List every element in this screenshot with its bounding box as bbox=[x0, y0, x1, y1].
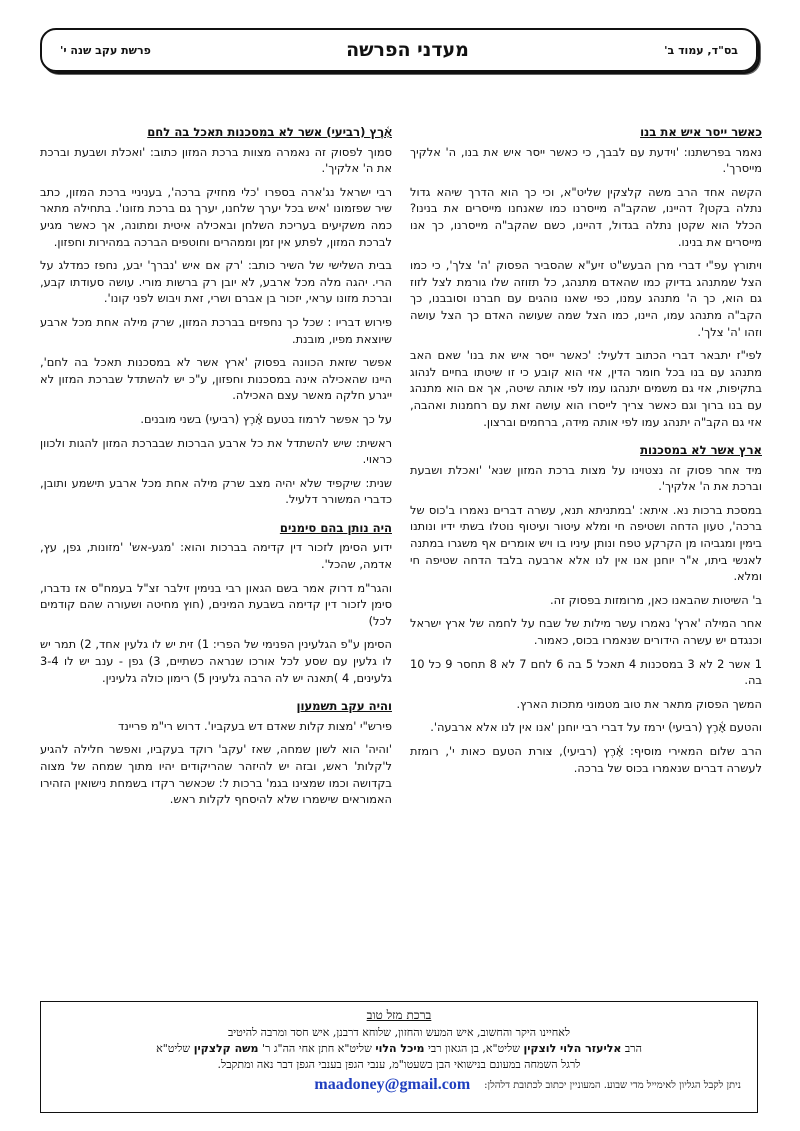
paragraph: פירוש דבריו : שכל כך נחפזים בברכת המזון, שרק מילה אחת מכל ארבע שיוצאת מפיו, מובנת. bbox=[40, 314, 392, 346]
grandfather-name: מיכל הלוי bbox=[375, 1042, 425, 1055]
page-header bbox=[40, 28, 758, 72]
page-title: מעדני הפרשה bbox=[346, 39, 469, 61]
paragraph: סמוך לפסוק זה נאמרה מצוות ברכת המזון כתוב: 'ואכלת ושבעת וברכת את ה' אלקיך'. bbox=[40, 144, 392, 176]
paragraph: שנית: שיקפיד שלא יהיה מצב שרק מילה אחת מכל ארבע תישמע ותובן, כדברי המשורר דלעיל. bbox=[40, 475, 392, 507]
paragraph: 'והיה' הוא לשון שמחה, שאז 'עקב' רוקד בעקביו, ואפשר חלילה להגיע ל'קלות' ראש, ובזה יש להיזהר שהריקודים יהיו מתוך שמחה של מצוה בקדושה וכמו שמצינו בגמ' ברכות ל: שכאשר רקדו בשמחת נישואין הזהירו האמוראים שישמרו שלא להיסחף לקלות ראש. bbox=[40, 742, 392, 807]
paragraph: ב' השיטות שהבאנו כאן, מרומזות בפסוק זה. bbox=[549, 592, 762, 607]
paragraph: המשך הפסוק מתאר את טוב מטמוני מתכות הארץ. bbox=[516, 696, 762, 711]
left-column bbox=[40, 124, 392, 984]
paragraph: והטעם אֶ֫רֶץ (רביעי) ירמז על דברי רבי יוחנן 'אנו אין לנו אלא ארבעה'. bbox=[430, 720, 762, 735]
paragraph: רבי ישראל נג'ארה בספרו 'כלי מחזיק ברכה', בעניניי ברכת המזון, כתב שיר שפזמונו 'איש בכל יערך שלחנו, יערך גם ברכת מזונו'. בתחילה מתאר כמה משקיעים בעריכת השלחן ובאכילה איטית ומתונה, אך כאשר מגיע לברכת המזון, לפתע אין זמן וממהרים וחוטפים הברכה במהירות וחפזון. bbox=[40, 184, 392, 249]
paragraph: והגר"מ דרוק אמר בשם הגאון רבי בנימין זילבר זצ"ל בעמח"ס אז נדברו, סימן לזכור דין קדימה בשבעת המינים, (חוץ מחיטה ושעורה שהם קודמים לכל) bbox=[40, 580, 392, 628]
paragraph: הרב שלום המאירי מוסיף: אֶ֫רֶץ (רביעי), צורת הטעם כאות י', רומזת לעשרה דברים שנאמרו בכוס של ברכה. bbox=[410, 744, 762, 775]
paragraph: לפי"ז יתבאר דברי הכתוב דלעיל: 'כאשר ייסר איש את בנו' שאם האב מתנהג עם בנו בכל חומר הדין, אזי הוא קובע כי זו שיטתו בחיים לנהוג בתקיפות, אזי גם משמים יתנהגו עמו לפי אותה שיטה, אך אם הוא מתנהג עם בנו ברוך וגם כאשר צריך לייסרו הוא עושה זאת עם רחמנות ואהבה, אזי גם הקב"ה יתנהג עמו לפי אותה מידה, ברחמים וברצון. bbox=[410, 348, 762, 429]
section-title: היה נותן בהם סימנים bbox=[279, 520, 392, 535]
paragraph: פירש"י 'מצות קלות שאדם דש בעקביו'. דרוש רי"מ פריינד bbox=[118, 718, 392, 733]
section-title: כאשר ייסר איש את בנו bbox=[640, 125, 762, 139]
paragraph: מיד אחר פסוק זה נצטוינו על מצות ברכת המזון שנא' 'ואכלת ושבעת וברכת את ה' אלקיך'. bbox=[410, 462, 762, 494]
paragraph: הסימן ע"פ הגלעינין הפנימי של הפרי: 1) זית יש לו גלעין אחד, 2) תמר יש לו גלעין עם שסע לכל אורכו שנראה כשתיים, 3) גפן - ענב יש לו 3-4 גלעינים, 4 )תאנה יש לה הרבה גלעינין 5) רימון כולה גלעינין. bbox=[40, 637, 392, 685]
email-link[interactable]: maadoney@gmail.com bbox=[314, 1076, 471, 1093]
paragraph: בבית השלישי של השיר כותב: 'רק אם איש 'נברך' יבע, נחפז כמדלג על הרי. יהגה מלה מכל ארבע, לא יובן רק ברשות מורי. עושה סעודתו קבע, וברכת מזונו עראי, יזכור בן אברם ושרי, זאת ויבוש לפני קונו'. bbox=[40, 258, 392, 306]
paragraph: במסכת ברכות נא. איתא: 'במתניתא תנא, עשרה דברים נאמרו ב'כוס של ברכה', טעון הדחה ושטיפה חי ומלא עיטור ועיטוף נוטלו בשתי ידיו ונותנו בימין ומגביהו מן הקרקע טפח ונותן עיניו בו ויש אומרים אף משגרו במתנה לאנשי ביתו, א"ר יוחנן אנו אין לנו אלא ארבעה בלבד הדחה שטיפה חי ומלא. bbox=[410, 502, 762, 584]
header-parasha: פרשת עקב שנה י' bbox=[60, 43, 151, 57]
paragraph: נאמר בפרשתנו: 'וידעת עם לבבך, כי כאשר ייסר איש את בנו, ה' אלקיך מייסרך'. bbox=[410, 144, 762, 176]
paragraph: ראשית: שיש להשתדל את כל ארבע הברכות שבברכת המזון להגות ולכוון כראוי. bbox=[40, 435, 392, 467]
section-title: ארץ אשר לא במסכנות bbox=[640, 443, 762, 458]
paragraph: אחר המילה 'ארץ' נאמרו עשר מילות של שבח על לחמה של ארץ ישראל וכנגדם יש עשרה הידורים שנאמרו בכוס, כאמור. bbox=[410, 616, 762, 648]
paragraph: על כך אפשר לרמוז בטעם אֶ֫רֶץ (רביעי) בשני מובנים. bbox=[140, 411, 392, 426]
mazal-tov-title: ברכת מזל טוב bbox=[366, 1008, 432, 1022]
line2-part-a: הרב bbox=[621, 1042, 642, 1055]
subscribe-note: ניתן לקבל הגליון לאימייל מדי שבוע. המעוניין יכתוב לכתובת דלהלן: bbox=[484, 1079, 741, 1091]
section-title: אֶ֫רֶץ (רביעי) אשר לא במסכנות תאכל בה לחם bbox=[147, 125, 392, 139]
paragraph: אפשר שזאת הכוונה בפסוק 'ארץ אשר לא במסכנות תאכל בה לחם', היינו שהאכילה אינה במסכנות וחפזון, ע"כ יש להשתדל שברכת המזון לא ייגרע חלקה מאשר עצם האכילה. bbox=[40, 355, 392, 403]
paragraph: הקשה אחד הרב משה קלצקין שליט"א, וכי כך הוא הדרך שיהא גדול נתלה בקטן? דהיינו, שהקב"ה מייסרנו כמו שאנחנו מייסרים את בנינו? הכלל הוא שקטן נתלה בגדול, דהיינו, כשם שהקב"ה מייסרנו, כך אנו מייסרים את בנינו. bbox=[410, 184, 762, 249]
section-title: והיה עקב תשמעון bbox=[296, 699, 392, 714]
right-column bbox=[410, 124, 762, 984]
paragraph: 1 אשר 2 לא 3 במסכנות 4 תאכל 5 בה 6 לחם 7 לא 8 תחסר 9 כל 10 בה. bbox=[410, 656, 762, 688]
paragraph: ידוע הסימן לזכור דין קדימה בברכות והוא: 'מגע-אש' 'מזונות, גפן, עץ, אדמה, שהכל'. bbox=[40, 540, 392, 572]
paragraph: ויתורץ עפ"י דברי מרן הבעש"ט זיע"א שהסביר הפסוק 'ה' צלך', כי כמו הצל שמתנהג בדיוק כמו שהאדם מתנהג, כל תזוזה שלו גורמת לצל לזוז גם הוא, כך ה' מתנהג עמנו, כפי שאנו נוהגים עם חברנו וסובבנו, כך הקב"ה מתנהג עמו, היינו, כמו הצל שמה שעושה האדם כך הצל עושה וזהו 'ה' צלך'. bbox=[410, 258, 762, 339]
line2-part-c: שליט"א חתן אחי הה"ג ר' bbox=[258, 1042, 376, 1055]
line2-part-b: שליט"א, בן הגאון רבי bbox=[424, 1042, 524, 1055]
mazal-tov-line-3: לרגל השמחה במעונם בנישואי הבן בשעטו"מ, ענבי הגפן בענבי הגפן דבר נאה ומתקבל. bbox=[217, 1058, 581, 1071]
subscribe-row bbox=[57, 1076, 741, 1094]
brother-name: משה קלצקין bbox=[193, 1042, 259, 1055]
mazal-tov-line-2 bbox=[57, 1041, 741, 1057]
mazal-tov-box bbox=[40, 1001, 758, 1113]
line2-part-d: שליט"א bbox=[156, 1042, 194, 1055]
header-page-ref: בס"ד, עמוד ב' bbox=[664, 43, 738, 57]
groom-father-name: אליעזר הלוי לוצקין bbox=[523, 1042, 622, 1055]
mazal-tov-line-1: לאחיינו היקר והחשוב, איש המעש והחזון, שלוחא דרבנן, איש חסד ומרבה להיטיב bbox=[227, 1026, 570, 1039]
